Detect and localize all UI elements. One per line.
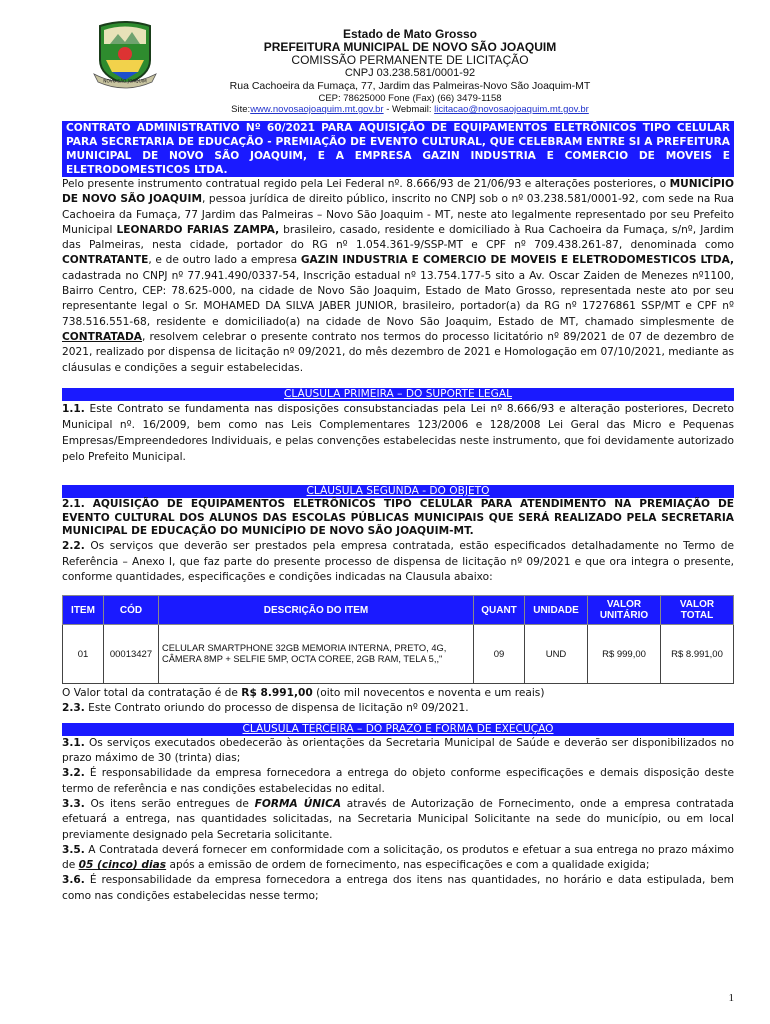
clause-3-2: 3.2. É responsabilidade da empresa fornecedora a entrega do objeto conforme especificações e demais disposição deste termo de referência e nas condições estabelecidas no edital.	[62, 767, 734, 795]
table-row	[63, 625, 734, 684]
table-header-row	[63, 596, 734, 625]
col-description: DESCRIÇÃO DO ITEM	[159, 596, 474, 625]
contract-title: CONTRATO ADMINISTRATIVO Nº 60/2021 PARA AQUISIÇÃO DE EQUIPAMENTOS ELETRÔNICOS TIPO CELULAR PARA SECRETARIA DE EDUCAÇÃO - PREMIAÇÃO DE EVENTO CULTURAL, QUE CELEBRAM ENTRE SI A PREFEITURA MUNICIPAL DE NOVO SÃO JOAQUIM, E A EMPRESA GAZIN INDUSTRIA E COMERCIO DE MOVEIS E ELETRODOMESTICOS LTDA.	[62, 121, 734, 177]
page-number: 1	[728, 992, 734, 1004]
cell-total-value: R$ 8.991,00	[661, 625, 734, 684]
site-line	[180, 104, 640, 115]
clause-1-heading: CLÁUSULA PRIMEIRA – DO SUPORTE LEGAL	[62, 388, 734, 401]
letterhead	[180, 28, 640, 115]
site-link[interactable]: www.novosaojoaquim.mt.gov.br	[250, 104, 384, 115]
cell-unit-value: R$ 999,00	[588, 625, 661, 684]
cell-description: CELULAR SMARTPHONE 32GB MEMORIA INTERNA, PRETO, 4G, CÂMERA 8MP + SELFIE 5MP, OCTA COREE, 2GB RAM, TELA 5,,"	[159, 625, 474, 684]
address-line: Rua Cachoeira da Fumaça, 77, Jardim das Palmeiras-Novo São Joaquim-MT	[229, 80, 591, 92]
webmail-label: - Webmail:	[383, 104, 435, 115]
clause-2-1: 2.1. AQUISIÇÃO DE EQUIPAMENTOS ELETRÔNICOS TIPO CELULAR PARA ATENDIMENTO NA PREMIAÇÃO DE EVENTO CULTURAL DOS ALUNOS DAS ESCOLAS PÚBLICAS MUNICIPAIS QUE SERÁ REALIZADO PELA SECRETARIA MUNICIPAL DE EDUCAÇÃO DO MUNICÍPIO DE NOVO SÃO JOAQUIM-MT.	[62, 497, 734, 538]
clause-3-1: 3.1. Os serviços executados obedecerão às orientações da Secretaria Municipal de Saúde e deverão ser disponibilizados no prazo máximo de 30 (trinta) dias;	[62, 736, 734, 765]
cell-cod: 00013427	[104, 625, 159, 684]
clause-1-1: 1.1. Este Contrato se fundamenta nas disposições consubstanciadas pela Lei nº 8.666/93 e alteração posteriores, Decreto Municipal nº. 16/2009, bem como nas Leis Complementares 123/2006 e 128/2008 Lei Geral das Micro e Pequenas Empresas/Empreendedores Individuais, e pelas convenções estabelecidas neste instrumento, que foi devidamente autorizado pelo Prefeito Municipal.	[62, 402, 734, 463]
items-table	[62, 595, 734, 684]
clause-3-5: 3.5. A Contratada deverá fornecer em conformidade com a solicitação, os produtos e efetuar a sua entrega no prazo máximo de 05 (cinco) dias após a emissão de ordem de fornecimento, nas especificações e com a qualidade exigida;	[62, 843, 734, 872]
clause-2-2: 2.2. Os serviços que deverão ser prestados pela empresa contratada, estão especificados detalhadamente no Termo de Referência – Anexo I, que faz parte do presente processo de dispensa de licitação nº 09/2021 e que ora integra o presente, conforme quantidades, especificações e condições indicadas na Clausula abaixo:	[62, 540, 734, 583]
cell-item: 01	[63, 625, 104, 684]
clause-3-6: 3.6. É responsabilidade da empresa fornecedora a entrega dos itens nas quantidades, no horário e data estipulada, bem como nas condições estabelecidas nesse termo;	[62, 874, 734, 902]
clause-3-heading: CLÁUSULA TERCEIRA – DO PRAZO E FORMA DE EXECUÇÃO	[62, 723, 734, 736]
state-name: Estado de Mato Grosso	[342, 27, 478, 41]
commission-name: COMISSÃO PERMANENTE DE LICITAÇÃO	[291, 53, 529, 67]
clause-2-heading: CLÁUSULA SEGUNDA - DO OBJETO	[62, 485, 734, 498]
site-label: Site:	[231, 104, 251, 115]
cnpj-line: CNPJ 03.238.581/0001-92	[344, 67, 476, 79]
col-quant: QUANT	[474, 596, 525, 625]
municipal-crest-icon	[92, 16, 158, 90]
col-cod: CÓD	[104, 596, 159, 625]
webmail-link[interactable]: licitacao@novosaojoaquim.mt.gov.br	[434, 104, 589, 115]
cell-unit: UND	[525, 625, 588, 684]
col-item: ITEM	[63, 596, 104, 625]
crest-text: NOVO SÃO JOAQUIM	[103, 79, 147, 85]
col-total-value: VALOR TOTAL	[661, 596, 734, 625]
cep-phone-line: CEP: 78625000 Fone (Fax) (66) 3479-1158	[318, 93, 502, 104]
clause-2-3: 2.3. Este Contrato oriundo do processo de dispensa de licitação nº 09/2021.	[62, 702, 469, 715]
total-value-line: O Valor total da contratação é de R$ 8.991,00 (oito mil novecentos e noventa e um reais)	[62, 687, 545, 700]
col-unit-value: VALOR UNITÁRIO	[588, 596, 661, 625]
cell-quant: 09	[474, 625, 525, 684]
prefecture-name: PREFEITURA MUNICIPAL DE NOVO SÃO JOAQUIM	[263, 40, 557, 54]
intro-paragraph: Pelo presente instrumento contratual regido pela Lei Federal nº. 8.666/93 de 21/06/93 e alterações posteriores, o MUNICÍPIO DE NOVO SÃO JOAQUIM, pessoa jurídica de direito público, inscrito no CNPJ sob o nº 03.238.581/0001-92, com sede na Rua Cachoeira da Fumaça, 77 Jardim das Palmeiras – Novo São Joaquim - MT, neste ato legalmente representado por seu Prefeito Municipal LEONARDO FARIAS ZAMPA, brasileiro, casado, residente e domiciliado à Rua Cachoeira da Fumaça, s/nº, Jardim das Palmeiras, nesta cidade, portador do RG nº 1.054.361-9/SSP-MT e CPF nº 709.438.261-87, denominada como CONTRATANTE, e de outro lado a empresa GAZIN INDUSTRIA E COMERCIO DE MOVEIS E ELETRODOMESTICOS LTDA, cadastrada no CNPJ nº 77.941.490/0337-54, Inscrição estadual nº 13.754.177-5 sito a Av. Oscar Zaiden de Menezes nº1100, Bairro Centro, CEP: 78.625-000, na cidade de Novo São Joaquim, Estado de Mato Grosso, representada neste ato por seu representante legal o Sr. MOHAMED DA SILVA JABER JUNIOR, brasileiro, portador(a) da RG nº 17276861 SSP/MT e CPF nº 738.516.551-68, residente e domiciliado(a) na cidade de Novo São Joaquim, Estado de MT, chamado simplesmente de CONTRATADA, resolvem celebrar o presente contrato nos termos do processo licitatório nº 89/2021 de 07 de dezembro de 2021, realizado por dispensa de licitação nº 09/2021, do mês dezembro de 2021 e Homologação em 07/10/2021, mediante as cláusulas e condições a seguir estabelecidas.	[62, 178, 734, 374]
clause-3-3: 3.3. Os itens serão entregues de FORMA ÚNICA através de Autorização de Fornecimento, onde a empresa contratada efetuará a entrega, nas quantidades solicitadas, na Secretaria Municipal Solicitante na sede do município, ou em local previamente designado pela Secretaria solicitante.	[62, 797, 735, 841]
col-unit: UNIDADE	[525, 596, 588, 625]
contract-body	[62, 121, 734, 904]
